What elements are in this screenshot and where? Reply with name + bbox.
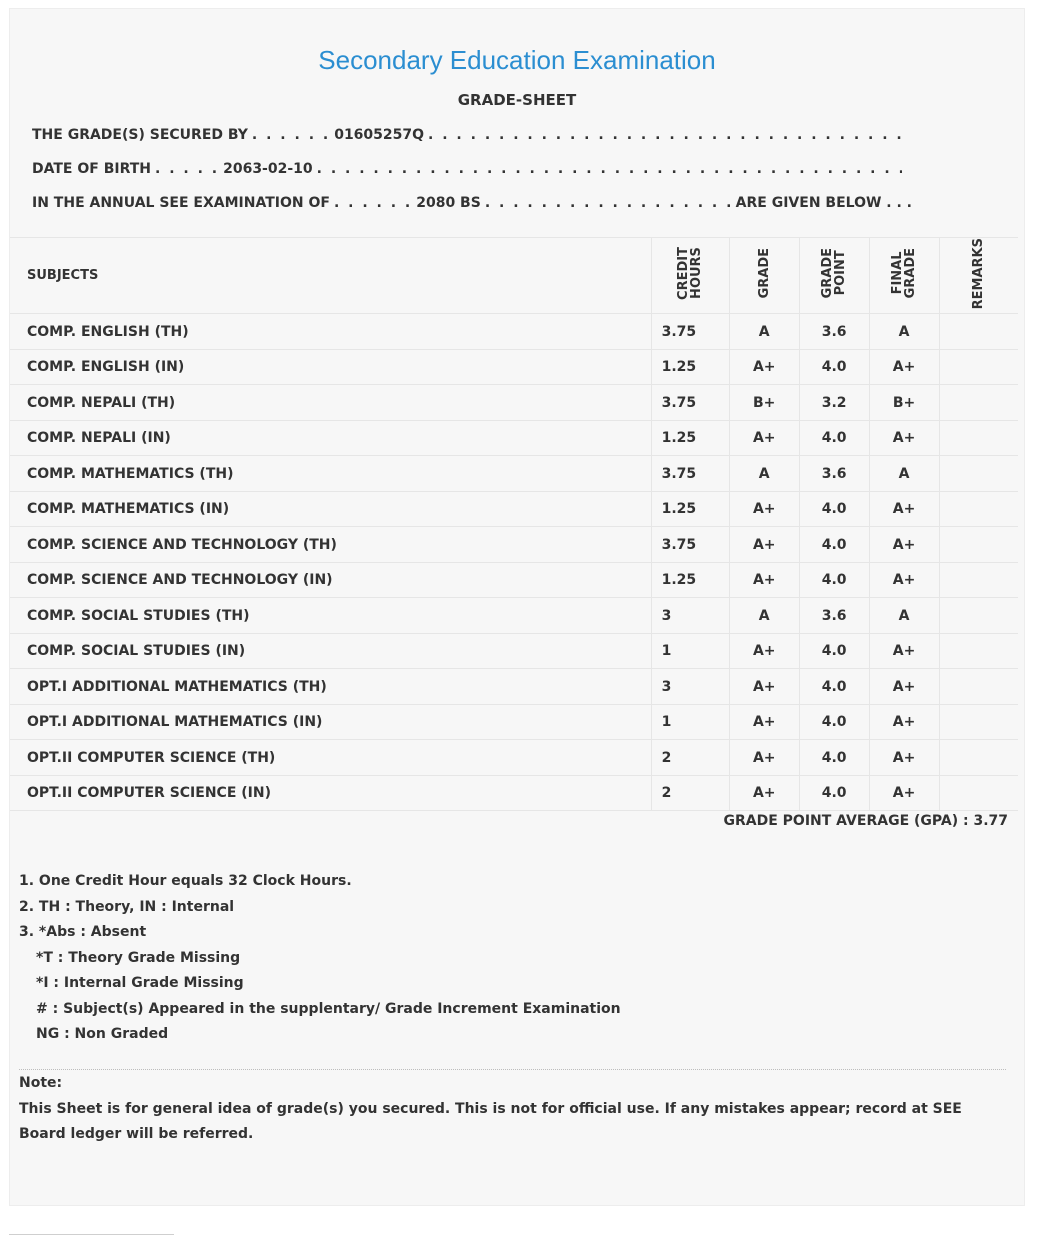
legend-item: *I : Internal Grade Missing — [36, 975, 244, 991]
credit-hours-cell: 3.75 — [651, 314, 729, 350]
remarks-cell — [939, 385, 1018, 421]
credit-hours-cell: 3 — [651, 669, 729, 705]
remarks-cell — [939, 491, 1018, 527]
final-grade-cell: A+ — [869, 775, 939, 811]
note-text: This Sheet is for general idea of grade(s) you secured. This is not for official use. If any mistakes appear; record at SEE Board ledger will be referred. — [19, 1100, 962, 1142]
grade-cell: A+ — [729, 491, 799, 527]
legend-item: 1. One Credit Hour equals 32 Clock Hours. — [19, 873, 352, 889]
grades-table — [10, 237, 1018, 811]
remarks-cell — [939, 456, 1018, 492]
header-remarks: REMARKS — [939, 238, 1018, 314]
grade-cell: A+ — [729, 562, 799, 598]
symbol-number: 01605257Q — [334, 127, 425, 143]
remarks-cell — [939, 669, 1018, 705]
remarks-cell — [939, 314, 1018, 350]
grade-cell: B+ — [729, 385, 799, 421]
table-row — [10, 349, 1018, 385]
subject-cell: COMP. ENGLISH (IN) — [10, 349, 651, 385]
table-row — [10, 704, 1018, 740]
remarks-cell — [939, 740, 1018, 776]
legend-item: # : Subject(s) Appeared in the supplentary/ Grade Increment Examination — [36, 1000, 621, 1017]
header-grade: GRADE — [729, 238, 799, 314]
grade-cell: A+ — [729, 669, 799, 705]
divider — [9, 1234, 174, 1235]
grade-cell: A — [729, 598, 799, 634]
note — [19, 1071, 1006, 1148]
header-credit-hours: CREDIT HOURS — [651, 238, 729, 314]
grade-cell: A+ — [729, 420, 799, 456]
table-row — [10, 420, 1018, 456]
subject-cell: COMP. NEPALI (IN) — [10, 420, 651, 456]
final-grade-cell: B+ — [869, 385, 939, 421]
secured-by-line — [32, 127, 912, 143]
subject-cell: COMP. SOCIAL STUDIES (IN) — [10, 633, 651, 669]
grade-point-cell: 4.0 — [799, 740, 869, 776]
grade-sheet — [9, 8, 1025, 1206]
dot-leader — [428, 127, 912, 143]
dot-leader — [334, 195, 412, 211]
grade-cell: A+ — [729, 740, 799, 776]
table-header-row — [10, 238, 1018, 314]
remarks-cell — [939, 633, 1018, 669]
credit-hours-cell: 3.75 — [651, 385, 729, 421]
legend-item: NG : Non Graded — [36, 1026, 169, 1042]
final-grade-cell: A — [869, 314, 939, 350]
subject-cell: COMP. MATHEMATICS (IN) — [10, 491, 651, 527]
dot-leader — [155, 161, 219, 177]
grade-point-cell: 4.0 — [799, 633, 869, 669]
page-subtitle: GRADE-SHEET — [457, 91, 577, 109]
subject-cell: OPT.II COMPUTER SCIENCE (TH) — [10, 740, 651, 776]
subject-cell: OPT.II COMPUTER SCIENCE (IN) — [10, 775, 651, 811]
final-grade-cell: A+ — [869, 669, 939, 705]
final-grade-cell: A+ — [869, 420, 939, 456]
given-below-text: ARE GIVEN BELOW . . . — [735, 195, 912, 211]
grade-point-cell: 4.0 — [799, 562, 869, 598]
credit-hours-cell: 1.25 — [651, 491, 729, 527]
final-grade-cell: A+ — [869, 562, 939, 598]
final-grade-cell: A+ — [869, 740, 939, 776]
credit-hours-cell: 3 — [651, 598, 729, 634]
final-grade-cell: A+ — [869, 349, 939, 385]
gpa-summary: GRADE POINT AVERAGE (GPA) : 3.77 — [723, 813, 1008, 829]
divider — [19, 1069, 1006, 1070]
remarks-cell — [939, 527, 1018, 563]
final-grade-cell: A+ — [869, 633, 939, 669]
credit-hours-cell: 1.25 — [651, 562, 729, 598]
remarks-cell — [939, 775, 1018, 811]
subject-cell: COMP. SCIENCE AND TECHNOLOGY (IN) — [10, 562, 651, 598]
final-grade-cell: A — [869, 456, 939, 492]
final-grade-cell: A — [869, 598, 939, 634]
legend — [19, 869, 621, 1048]
grade-cell: A — [729, 314, 799, 350]
table-row — [10, 314, 1018, 350]
table-row — [10, 491, 1018, 527]
grade-cell: A+ — [729, 775, 799, 811]
grade-point-cell: 4.0 — [799, 420, 869, 456]
subject-cell: COMP. SCIENCE AND TECHNOLOGY (TH) — [10, 527, 651, 563]
table-row — [10, 633, 1018, 669]
remarks-cell — [939, 349, 1018, 385]
legend-item: 3. *Abs : Absent — [19, 924, 147, 940]
grade-cell: A+ — [729, 527, 799, 563]
credit-hours-cell: 1 — [651, 633, 729, 669]
dot-leader — [485, 195, 732, 211]
grade-cell: A+ — [729, 633, 799, 669]
subject-cell: COMP. ENGLISH (TH) — [10, 314, 651, 350]
dob-line — [32, 161, 902, 177]
grade-point-cell: 3.6 — [799, 456, 869, 492]
legend-item: 2. TH : Theory, IN : Internal — [19, 898, 235, 915]
note-label: Note: — [19, 1075, 63, 1091]
page-title: Secondary Education Examination — [318, 45, 716, 75]
table-row — [10, 562, 1018, 598]
grade-cell: A+ — [729, 704, 799, 740]
grade-cell: A — [729, 456, 799, 492]
table-row — [10, 669, 1018, 705]
subject-cell: COMP. MATHEMATICS (TH) — [10, 456, 651, 492]
credit-hours-cell: 3.75 — [651, 527, 729, 563]
exam-year: 2080 BS — [416, 195, 481, 211]
grade-point-cell: 4.0 — [799, 527, 869, 563]
grade-point-cell: 3.2 — [799, 385, 869, 421]
remarks-cell — [939, 420, 1018, 456]
subject-cell: COMP. NEPALI (TH) — [10, 385, 651, 421]
table-row — [10, 456, 1018, 492]
table-row — [10, 385, 1018, 421]
subject-cell: OPT.I ADDITIONAL MATHEMATICS (IN) — [10, 704, 651, 740]
table-row — [10, 775, 1018, 811]
exam-line — [32, 195, 912, 211]
secured-by-label: THE GRADE(S) SECURED BY — [32, 127, 248, 143]
dot-leader — [317, 161, 902, 177]
date-of-birth: 2063-02-10 — [223, 161, 313, 177]
final-grade-cell: A+ — [869, 491, 939, 527]
credit-hours-cell: 3.75 — [651, 456, 729, 492]
grade-point-cell: 4.0 — [799, 349, 869, 385]
final-grade-cell: A+ — [869, 704, 939, 740]
subject-cell: COMP. SOCIAL STUDIES (TH) — [10, 598, 651, 634]
grade-point-cell: 3.6 — [799, 314, 869, 350]
dot-leader — [252, 127, 330, 143]
exam-label: IN THE ANNUAL SEE EXAMINATION OF — [32, 195, 330, 211]
grade-point-cell: 4.0 — [799, 775, 869, 811]
table-row — [10, 598, 1018, 634]
credit-hours-cell: 1.25 — [651, 420, 729, 456]
legend-item: *T : Theory Grade Missing — [36, 949, 241, 966]
table-row — [10, 740, 1018, 776]
header-grade-point: GRADE POINT — [799, 238, 869, 314]
remarks-cell — [939, 562, 1018, 598]
subject-cell: OPT.I ADDITIONAL MATHEMATICS (TH) — [10, 669, 651, 705]
credit-hours-cell: 2 — [651, 775, 729, 811]
remarks-cell — [939, 598, 1018, 634]
grade-point-cell: 4.0 — [799, 704, 869, 740]
table-row — [10, 527, 1018, 563]
remarks-cell — [939, 704, 1018, 740]
credit-hours-cell: 2 — [651, 740, 729, 776]
final-grade-cell: A+ — [869, 527, 939, 563]
dob-label: DATE OF BIRTH — [32, 161, 151, 177]
grade-point-cell: 4.0 — [799, 491, 869, 527]
grade-point-cell: 3.6 — [799, 598, 869, 634]
grade-cell: A+ — [729, 349, 799, 385]
header-subjects: SUBJECTS — [10, 238, 651, 314]
header-final-grade: FINAL GRADE — [869, 238, 939, 314]
credit-hours-cell: 1 — [651, 704, 729, 740]
credit-hours-cell: 1.25 — [651, 349, 729, 385]
grade-point-cell: 4.0 — [799, 669, 869, 705]
